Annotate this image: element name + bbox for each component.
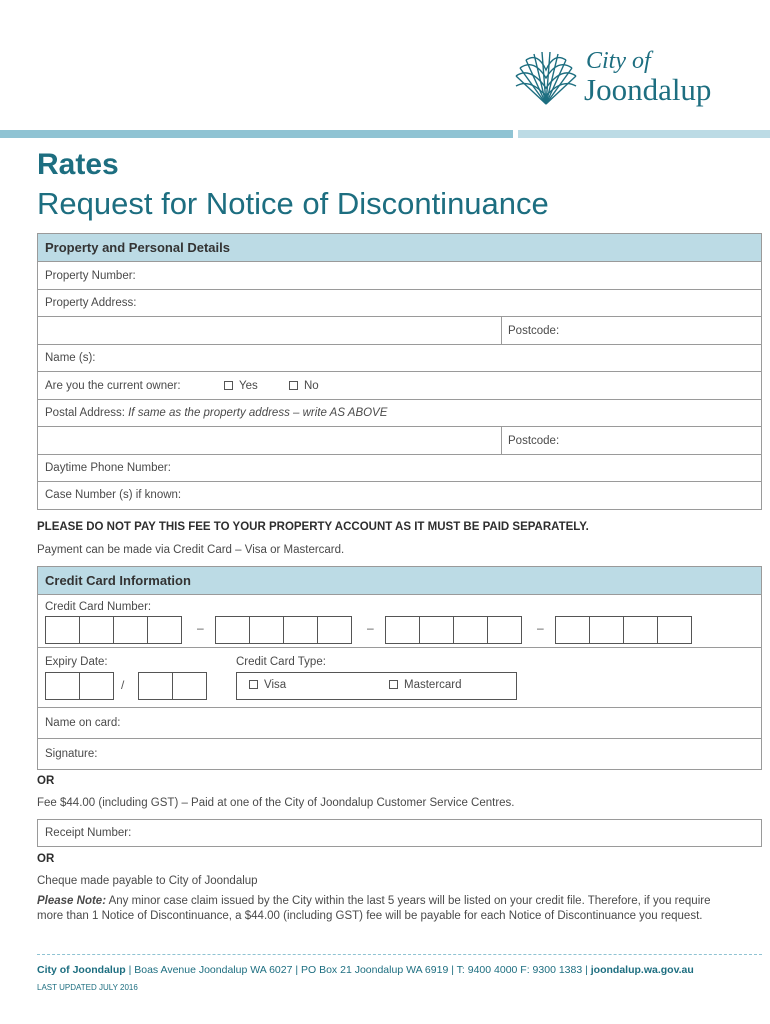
section-header: Property and Personal Details: [38, 234, 761, 262]
palm-logo-icon: [510, 48, 582, 110]
signature-field[interactable]: [38, 739, 761, 769]
please-note: [37, 894, 737, 924]
card-number-group-1[interactable]: [45, 616, 181, 644]
expiry-label: Expiry Date:: [45, 656, 108, 668]
last-updated: LAST UPDATED JULY 2016: [37, 983, 138, 992]
dash-2: –: [367, 621, 374, 635]
city-logo: [510, 44, 740, 114]
name-on-card-label: Name on card:: [45, 717, 121, 729]
card-number-group-4[interactable]: [555, 616, 691, 644]
checkbox-icon[interactable]: [289, 381, 298, 390]
card-number-group-3[interactable]: [385, 616, 521, 644]
footer-details: | Boas Avenue Joondalup WA 6027 | PO Box 21 Joondalup WA 6919 | T: 9400 4000 F: 9300 1383 |: [125, 964, 591, 976]
visa-label: Visa: [264, 679, 287, 691]
or-separator-1: OR: [37, 775, 55, 787]
checkbox-icon[interactable]: [389, 680, 398, 689]
visa-option[interactable]: [249, 679, 286, 691]
owner-label: Are you the current owner:: [45, 380, 181, 392]
expiry-month[interactable]: [45, 672, 113, 700]
mastercard-option[interactable]: [389, 679, 462, 691]
please-note-label: Please Note:: [37, 895, 107, 907]
card-number-group-2[interactable]: [215, 616, 351, 644]
personal-details-section: [37, 233, 762, 510]
or-separator-2: OR: [37, 853, 55, 865]
owner-no-option[interactable]: [289, 372, 319, 400]
name-label: Name (s):: [45, 352, 96, 364]
header-bar: [0, 130, 513, 138]
owner-row: [38, 372, 761, 400]
receipt-number-field[interactable]: [38, 820, 761, 846]
expiry-year[interactable]: [138, 672, 206, 700]
please-note-text: Any minor case claim issued by the City within the last 5 years will be listed on your credit file. Therefore, if you require more than 1 Notice of Discontinuance, a $44.00 (including GST) fee will be payable for each Notice of Discontinuance you request.: [37, 895, 711, 922]
fee-text: Fee $44.00 (including GST) – Paid at one of the City of Joondalup Customer Service Centres.: [37, 797, 515, 809]
dash-3: –: [537, 621, 544, 635]
property-address-field[interactable]: [38, 290, 761, 317]
phone-field[interactable]: [38, 455, 761, 482]
postal-hint: If same as the property address – write AS ABOVE: [128, 407, 388, 419]
owner-yes-option[interactable]: [224, 372, 258, 400]
card-number-label: Credit Card Number:: [45, 601, 152, 613]
postcode-label-2: Postcode:: [508, 435, 560, 447]
payment-notice: PLEASE DO NOT PAY THIS FEE TO YOUR PROPERTY ACCOUNT AS IT MUST BE PAID SEPARATELY.: [37, 521, 589, 533]
card-type-box: [236, 672, 517, 700]
card-type-label: Credit Card Type:: [236, 656, 326, 668]
postal-address-line2[interactable]: [38, 427, 761, 455]
property-address-label: Property Address:: [45, 297, 137, 309]
case-number-field[interactable]: [38, 482, 761, 509]
name-on-card-field[interactable]: [38, 708, 761, 739]
property-number-label: Property Number:: [45, 270, 136, 282]
footer-divider: [37, 954, 762, 955]
header-bar-light: [518, 130, 770, 138]
property-number-field[interactable]: [38, 262, 761, 290]
case-number-label: Case Number (s) if known:: [45, 489, 182, 501]
property-address-line2[interactable]: [38, 317, 761, 345]
dash-1: –: [197, 621, 204, 635]
postal-address-label: Postal Address:: [45, 407, 125, 419]
page-title: Rates: [37, 148, 119, 181]
postcode-label: Postcode:: [508, 325, 560, 337]
yes-label: Yes: [239, 380, 258, 392]
footer-org: City of Joondalup: [37, 964, 126, 976]
receipt-section: [37, 819, 762, 847]
receipt-number-label: Receipt Number:: [45, 827, 132, 839]
logo-line1: City of: [586, 48, 651, 74]
no-label: No: [304, 380, 319, 392]
checkbox-icon[interactable]: [224, 381, 233, 390]
card-number-row: [38, 595, 761, 648]
card-section-header: Credit Card Information: [38, 567, 761, 595]
footer: [37, 964, 694, 976]
payment-methods: Payment can be made via Credit Card – Visa or Mastercard.: [37, 544, 345, 556]
signature-label: Signature:: [45, 748, 98, 760]
credit-card-section: [37, 566, 762, 770]
postal-address-field[interactable]: [38, 400, 761, 427]
checkbox-icon[interactable]: [249, 680, 258, 689]
name-field[interactable]: [38, 345, 761, 372]
expiry-type-row: [38, 648, 761, 708]
mastercard-label: Mastercard: [404, 679, 462, 691]
logo-line2: Joondalup: [584, 72, 712, 107]
cheque-text: Cheque made payable to City of Joondalup: [37, 875, 258, 887]
phone-label: Daytime Phone Number:: [45, 462, 171, 474]
page-subtitle: Request for Notice of Discontinuance: [37, 186, 549, 221]
footer-website-link[interactable]: joondalup.wa.gov.au: [590, 964, 694, 976]
expiry-slash: /: [121, 678, 125, 692]
